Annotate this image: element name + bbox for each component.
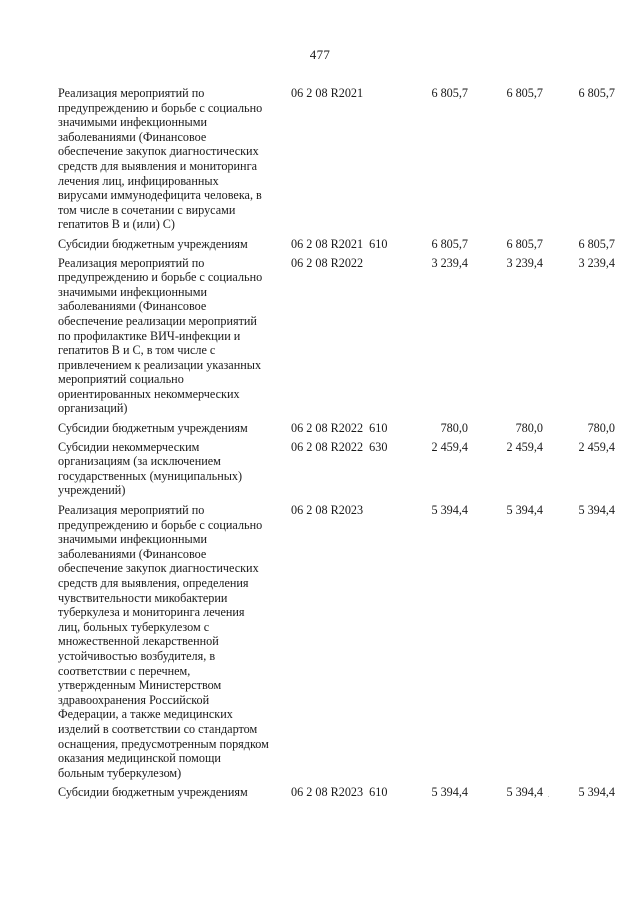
amount-year-1: 5 394,4 (431, 503, 468, 518)
item-name: Субсидии бюджетным учреждениям (58, 785, 248, 800)
item-code (291, 421, 387, 436)
item-code (291, 256, 369, 271)
expense-type-code: 630 (369, 439, 388, 454)
amount-year-2: 5 394,4 (506, 785, 543, 800)
amount-year-3: 780,0 (587, 421, 615, 436)
amount-year-3: 6 805,7 (578, 236, 615, 251)
target-article-code: 06 2 08 R2022 (291, 255, 364, 270)
target-article-code: 06 2 08 R2021 (291, 86, 364, 100)
item-name: Реализация мероприятий по предупреждению и борьбе с социально значимыми инфекционными заболеваниями (Финансовое обеспечение закупок диагностических средств для выявления и мониторинга лечения лиц, инфицированных вирусами иммунодефицита человека, в том числе в сочетании с вирусами гепатитов B и (или) C) (58, 86, 263, 232)
item-code (291, 237, 387, 252)
amount-year-1: 780,0 (440, 421, 468, 436)
amount-year-2: 6 805,7 (506, 86, 543, 100)
target-article-code: 06 2 08 R2022 (291, 439, 364, 454)
amount-year-2: 3 239,4 (506, 255, 543, 270)
item-code (291, 86, 369, 101)
amount-year-2: 6 805,7 (506, 236, 543, 251)
amount-year-2: 2 459,4 (506, 439, 543, 454)
amount-year-3: 5 394,4 (578, 503, 615, 518)
item-name: Субсидии бюджетным учреждениям (58, 236, 248, 251)
amount-year-1: 6 805,7 (431, 236, 468, 251)
table-row (58, 256, 618, 417)
amount-year-1: 5 394,4 (431, 785, 468, 800)
expense-type-code: 610 (369, 236, 388, 251)
target-article-code: 06 2 08 R2023 (291, 785, 364, 800)
expense-type-code: 610 (369, 421, 388, 436)
target-article-code: 06 2 08 R2023 (291, 503, 364, 518)
amount-year-1: 2 459,4 (431, 439, 468, 454)
table-row (58, 237, 618, 252)
table-row (58, 503, 618, 780)
budget-table (58, 86, 618, 804)
amount-year-3: 3 239,4 (578, 255, 615, 270)
item-code (291, 503, 369, 518)
amount-year-2: 780,0 (515, 421, 543, 436)
amount-year-3: 2 459,4 (578, 439, 615, 454)
page-number: 477 (309, 47, 331, 62)
item-code (291, 440, 387, 455)
table-row (58, 785, 618, 800)
item-name: Субсидии бюджетным учреждениям (58, 421, 248, 436)
table-row (58, 440, 618, 498)
item-code (291, 785, 387, 800)
amount-year-1: 6 805,7 (431, 86, 468, 100)
table-row (58, 421, 618, 436)
scan-speck (548, 796, 549, 797)
amount-year-2: 5 394,4 (506, 503, 543, 518)
amount-year-1: 3 239,4 (431, 255, 468, 270)
item-name: Реализация мероприятий по предупреждению и борьбе с социально значимыми инфекционными заболеваниями (Финансовое обеспечение реализации мероприятий по профилактике ВИЧ-инфекции и гепатитов B и C, в том числе с привлечением к реализации указанных мероприятий социально ориентированных некоммерческих организаций) (58, 255, 263, 416)
amount-year-3: 6 805,7 (578, 86, 615, 100)
item-name: Реализация мероприятий по предупреждению и борьбе с социально значимыми инфекционными заболеваниями (Финансовое обеспечение закупок диагностических средств для выявления, определения чувствительности микобактерии туберкулеза и мониторинга лечения лиц, больных туберкулезом с множественной лекарственной устойчивостью возбудителя, в соответствии с перечнем, утвержденным Министерством здравоохранения Российской Федерации, а также медицинских изделий в соответствии со стандартом оснащения, предусмотренным порядком оказания медицинской помощи больным туберкулезом) (58, 503, 269, 780)
expense-type-code: 610 (369, 785, 388, 800)
item-name: Субсидии некоммерческим организациям (за исключением государственных (муниципальных) учреждений) (58, 439, 243, 498)
target-article-code: 06 2 08 R2022 (291, 421, 364, 436)
table-row (58, 86, 618, 232)
amount-year-3: 5 394,4 (578, 785, 615, 800)
target-article-code: 06 2 08 R2021 (291, 236, 364, 251)
